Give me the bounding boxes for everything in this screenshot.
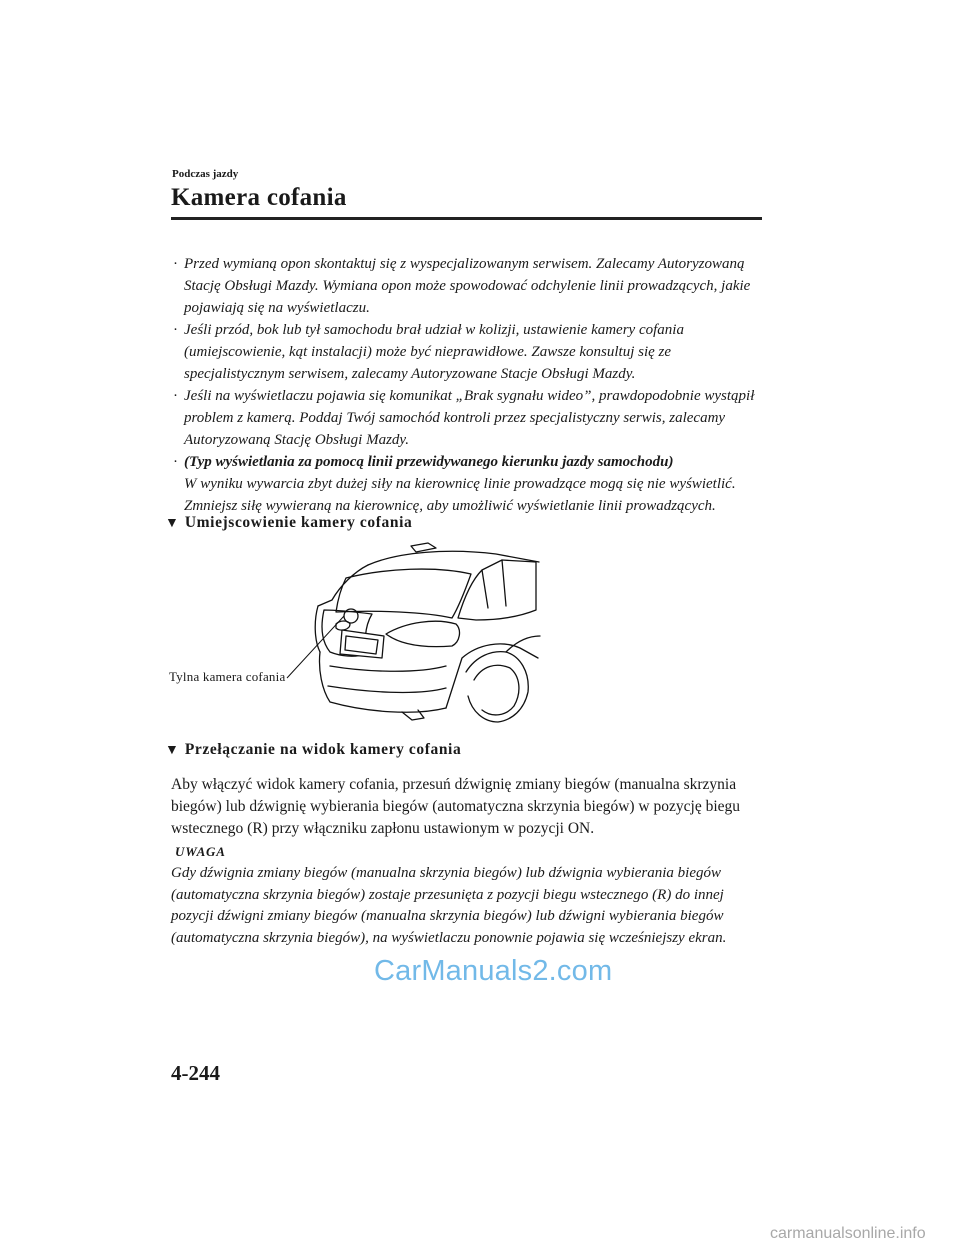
section-heading-text: Umiejscowienie kamery cofania [184, 514, 413, 531]
bullet-dot: · [173, 322, 178, 338]
list-item [173, 385, 763, 451]
section-heading-switch-view [165, 741, 461, 759]
camera-callout-label: Tylna kamera cofania [169, 669, 286, 684]
list-item-text: Przed wymianą opon skontaktuj się z wyspecjalizowanym serwisem. Zalecamy Autoryzowaną Stację Obsługi Mazdy. Wymiana opon może spowodować odchylenie linii prowadzących, jakie pojawiają się na wyświetlaczu. [184, 256, 751, 316]
page-title: Kamera cofania [171, 184, 347, 211]
title-divider [171, 217, 762, 220]
list-item-text: Jeśli przód, bok lub tył samochodu brał udział w kolizji, ustawienie kamery cofania (umiejscowienie, kąt instalacji) może być nieprawidłowe. Zawsze konsultuj się ze specjalistycznym serwisem, zalecamy Autoryzowane Stacje Obsługi Mazdy. [184, 322, 684, 382]
bullet-dot: · [173, 454, 178, 470]
section-label: Podczas jazdy [172, 168, 239, 180]
bullet-dot: · [173, 388, 178, 404]
triangle-marker-icon: ▼ [165, 743, 179, 758]
list-item-text: W wyniku wywarcia zbyt dużej siły na kierownicę linie prowadzące mogą się nie wyświetlić. Zmniejsz siłę wywieraną na kierownicę, aby umożliwić wyświetlanie linii prowadzących. [184, 476, 736, 514]
page-number: 4-244 [171, 1061, 220, 1085]
list-item-text: Jeśli na wyświetlaczu pojawia się komunikat „Brak sygnału wideo”, prawdopodobnie wystąpił problem z kamerą. Poddaj Twój samochód kontroli przez specjalistyczny serwis, zalecamy Autoryzowaną Stację Obsługi Mazdy. [184, 388, 755, 448]
switch-instructions: Aby włączyć widok kamery cofania, przesuń dźwignię zmiany biegów (manualna skrzynia biegów) lub dźwignię wybierania biegów (automatyczna skrzynia biegów) w pozycję biegu wstecznego (R) przy włączniku zapłonu ustawionym w pozycji ON. [171, 776, 741, 837]
list-item [173, 253, 763, 319]
list-item [173, 319, 763, 385]
notes-list [173, 253, 763, 517]
note-text: Gdy dźwignia zmiany biegów (manualna skrzynia biegów) lub dźwignia wybierania biegów (automatyczna skrzynia biegów) zostaje przesunięta z pozycji biegu wstecznego (R) do innej pozycji dźwigni zmiany biegów (manualna skrzynia biegów) lub dźwigni wybierania biegów (automatyczna skrzynia biegów), na wyświetlaczu ponownie pojawia się wcześniejszy ekran. [171, 865, 727, 946]
section-heading-text: Przełączanie na widok kamery cofania [184, 741, 462, 758]
list-item-heading: (Typ wyświetlania za pomocą linii przewidywanego kierunku jazdy samochodu) [184, 454, 674, 470]
note-title: UWAGA [175, 844, 226, 859]
watermark-link[interactable]: CarManuals2.com [374, 955, 613, 987]
triangle-marker-icon: ▼ [165, 516, 179, 531]
list-item [173, 451, 763, 517]
section-heading-camera-location [165, 514, 412, 532]
bullet-dot: · [173, 256, 178, 272]
callout-leader-line [286, 614, 346, 680]
footer-watermark-link[interactable]: carmanualsonline.info [770, 1225, 926, 1242]
